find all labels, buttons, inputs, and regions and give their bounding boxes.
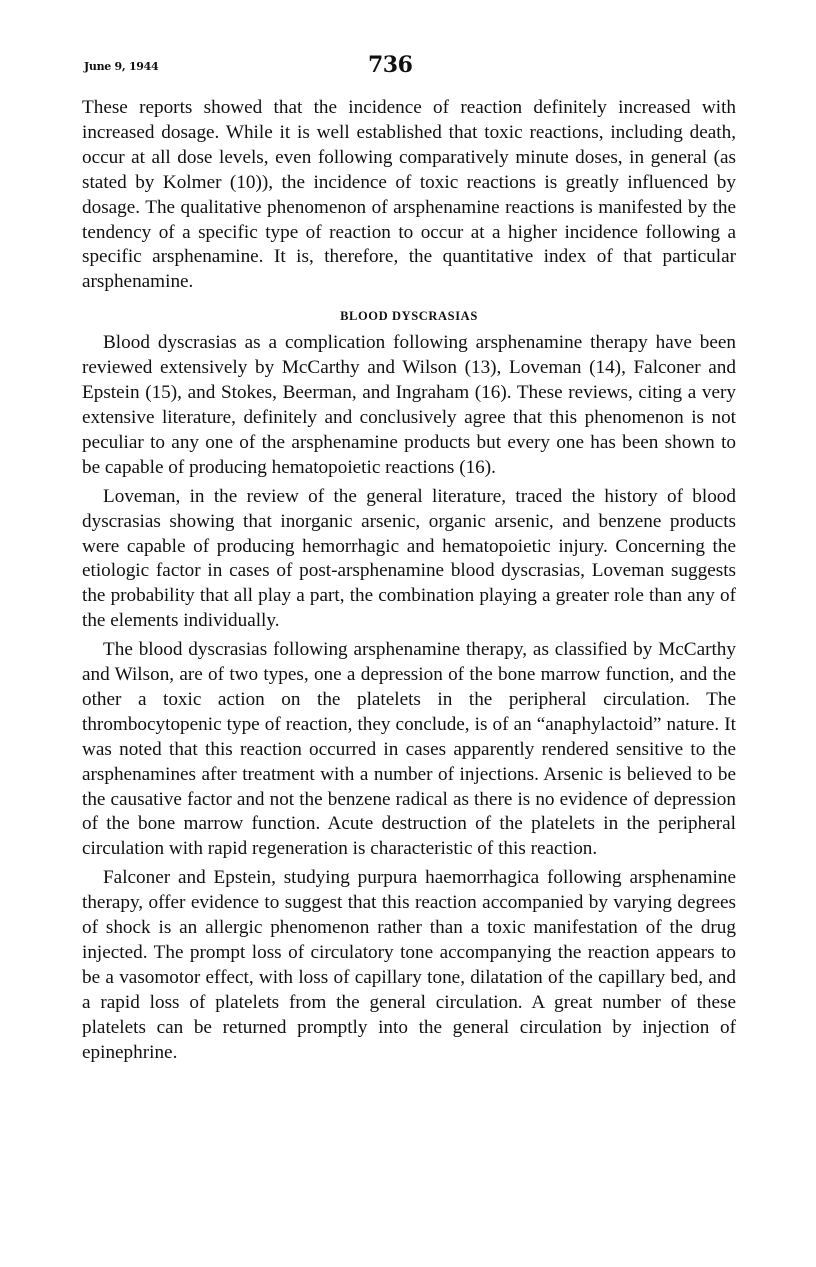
- section-heading: BLOOD DYSCRASIAS: [340, 309, 478, 324]
- publication-date: June 9, 1944: [84, 60, 159, 73]
- article-body: [82, 96, 736, 1066]
- paragraph-blood-dyscrasias-intro: Blood dyscrasias as a complication following arsphenamine therapy have been reviewed extensively by McCarthy and Wilson (13), Loveman (14), Falconer and Epstein (15), and Stokes, Beerman, and Ingraham (16). These reviews, citing a very extensive literature, definitely and conclusively agree that this phenomenon is not peculiar to any one of the arsphenamine products but every one has been shown to be capable of producing hematopoietic reactions (16).: [82, 332, 736, 478]
- paragraph-falconer-epstein: Falconer and Epstein, studying purpura haemorrhagica following arsphenamine therapy, offer evidence to suggest that this reaction accompanied by varying degrees of shock is an allergic phenomenon rather than a toxic manifestation of the drug injected. The prompt loss of circulatory tone accompanying the reaction appears to be a vasomotor effect, with loss of capillary tone, dilatation of the capillary bed, and a rapid loss of platelets from the general circulation. A great number of these platelets can be returned promptly into the general circulation by injection of epinephrine.: [82, 867, 736, 1063]
- page-number: 736: [368, 52, 413, 78]
- paragraph-dosage: These reports showed that the incidence of reaction definitely increased with increased dosage. While it is well established that toxic reactions, including death, occur at all dose levels, even following comparatively minute doses, in general (as stated by Kolmer (10)), the incidence of toxic reactions is greatly influenced by dosage. The qualitative phenomenon of arsphenamine reactions is manifested by the tendency of a specific type of reaction to occur at a higher incidence following a specific arsphenamine. It is, therefore, the quantitative index of that particular arsphenamine.: [82, 97, 736, 293]
- paragraph-mccarthy-wilson: The blood dyscrasias following arsphenamine therapy, as classified by McCarthy and Wilson, are of two types, one a depression of the bone marrow function, and the other a toxic action on the platelets in the peripheral circulation. The thrombocytopenic type of reaction, they conclude, is of an “anaphylactoid” nature. It was noted that this reaction occurred in cases apparently rendered sensitive to the arsphenamines after treatment with a number of injections. Arsenic is believed to be the causative factor and not the benzene radical as there is no evidence of depression of the bone marrow function. Acute destruction of the platelets in the peripheral circulation with rapid regeneration is characteristic of this reaction.: [82, 639, 736, 860]
- running-header: [84, 52, 740, 82]
- paragraph-loveman: Loveman, in the review of the general literature, traced the history of blood dyscrasias showing that inorganic arsenic, organic arsenic, and benzene products were capable of producing hemorrhagic and hematopoietic injury. Concerning the etiologic factor in cases of post-arsphenamine blood dyscrasias, Loveman suggests the probability that all play a part, the combination playing a greater role than any of the elements individually.: [82, 485, 736, 632]
